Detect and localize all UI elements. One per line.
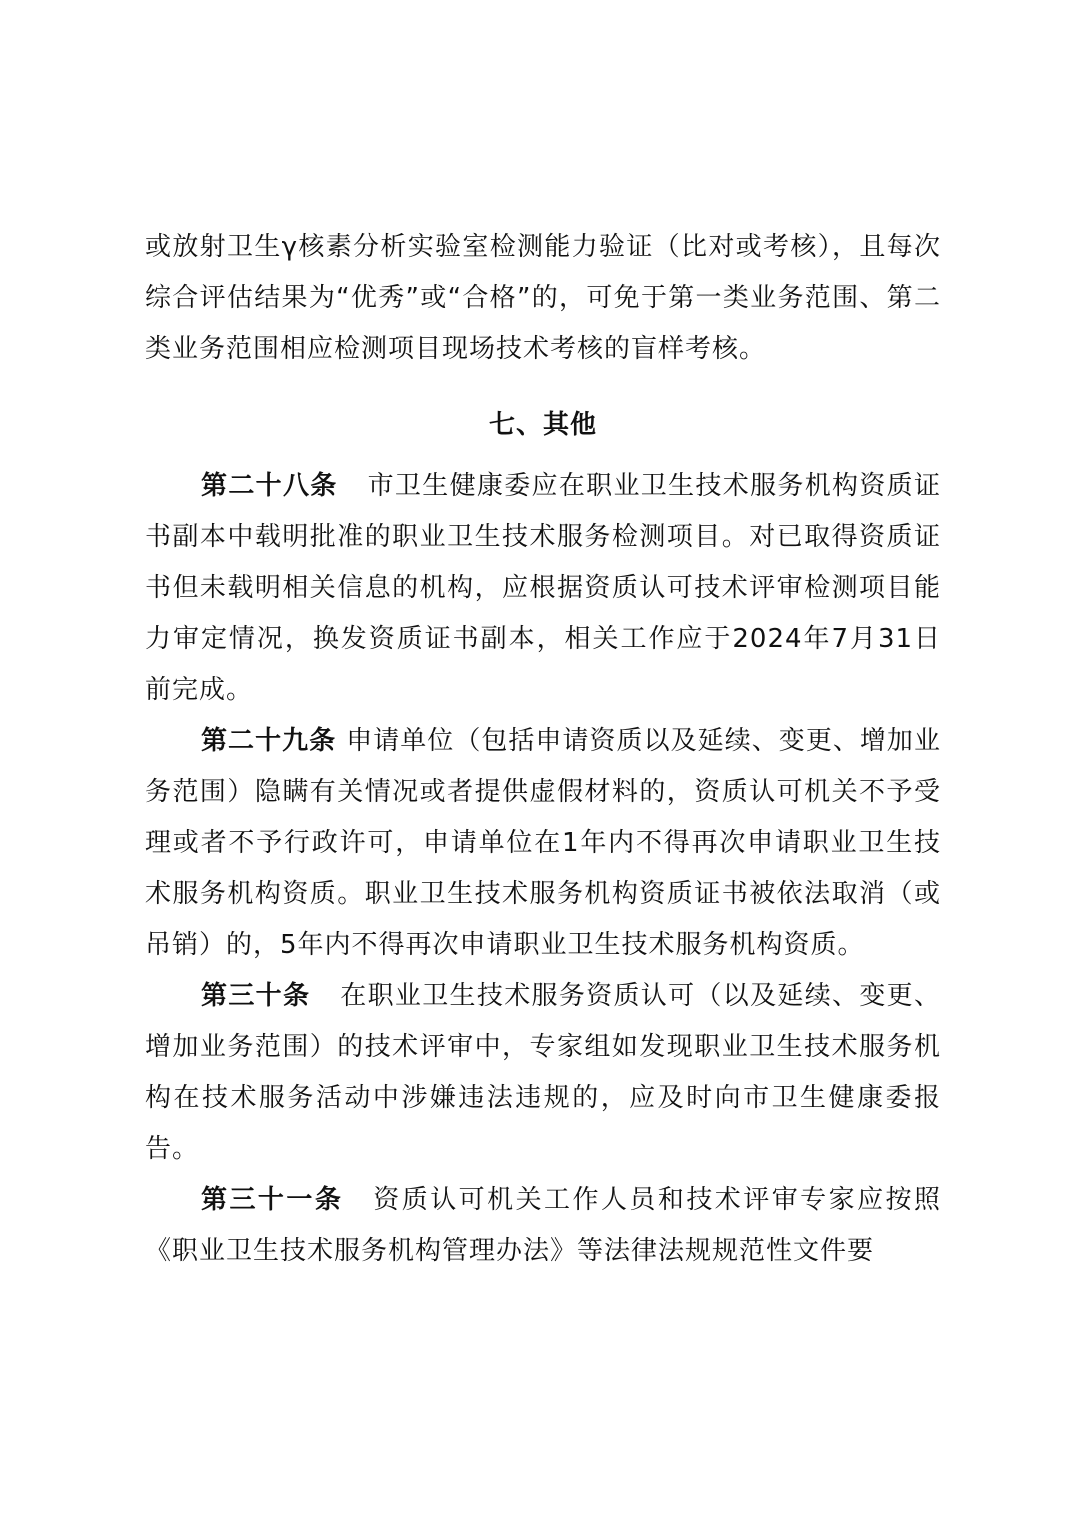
article-29 <box>145 716 941 971</box>
article-text: 在职业卫生技术服务资质认可（以及延续、变更、增加业务范围）的技术评审中，专家组如发现职业卫生技术服务机构在技术服务活动中涉嫌违法违规的，应及时向市卫生健康委报告。 <box>145 981 941 1164</box>
article-30 <box>145 971 941 1175</box>
article-text: 申请单位（包括申请资质以及延续、变更、增加业务范围）隐瞒有关情况或者提供虚假材料的，资质认可机关不予受理或者不予行政许可，申请单位在1年内不得再次申请职业卫生技术服务机构资质。职业卫生技术服务机构资质证书被依法取消（或吊销）的，5年内不得再次申请职业卫生技术服务机构资质。 <box>145 726 941 960</box>
article-number: 第二十九条 <box>201 726 337 756</box>
article-28 <box>145 461 941 716</box>
article-text: 资质认可机关工作人员和技术评审专家应按照《职业卫生技术服务机构管理办法》等法律法规规范性文件要 <box>145 1185 941 1266</box>
section-heading: 七、其他 <box>488 410 597 440</box>
article-text: 市卫生健康委应在职业卫生技术服务机构资质证书副本中载明批准的职业卫生技术服务检测项目。对已取得资质证书但未载明相关信息的机构，应根据资质认可技术评审检测项目能力审定情况，换发资质证书副本，相关工作应于2024年7月31日前完成。 <box>145 471 941 705</box>
article-number: 第三十条 <box>201 981 311 1011</box>
article-number: 第三十一条 <box>201 1185 344 1215</box>
articles <box>145 461 941 1277</box>
article-number: 第二十八条 <box>201 471 338 501</box>
continuation-paragraph: 或放射卫生γ核素分析实验室检测能力验证（比对或考核），且每次综合评估结果为“优秀”或“合格”的，可免于第一类业务范围、第二类业务范围相应检测项目现场技术考核的盲样考核。 <box>145 232 941 364</box>
article-31 <box>145 1175 941 1277</box>
